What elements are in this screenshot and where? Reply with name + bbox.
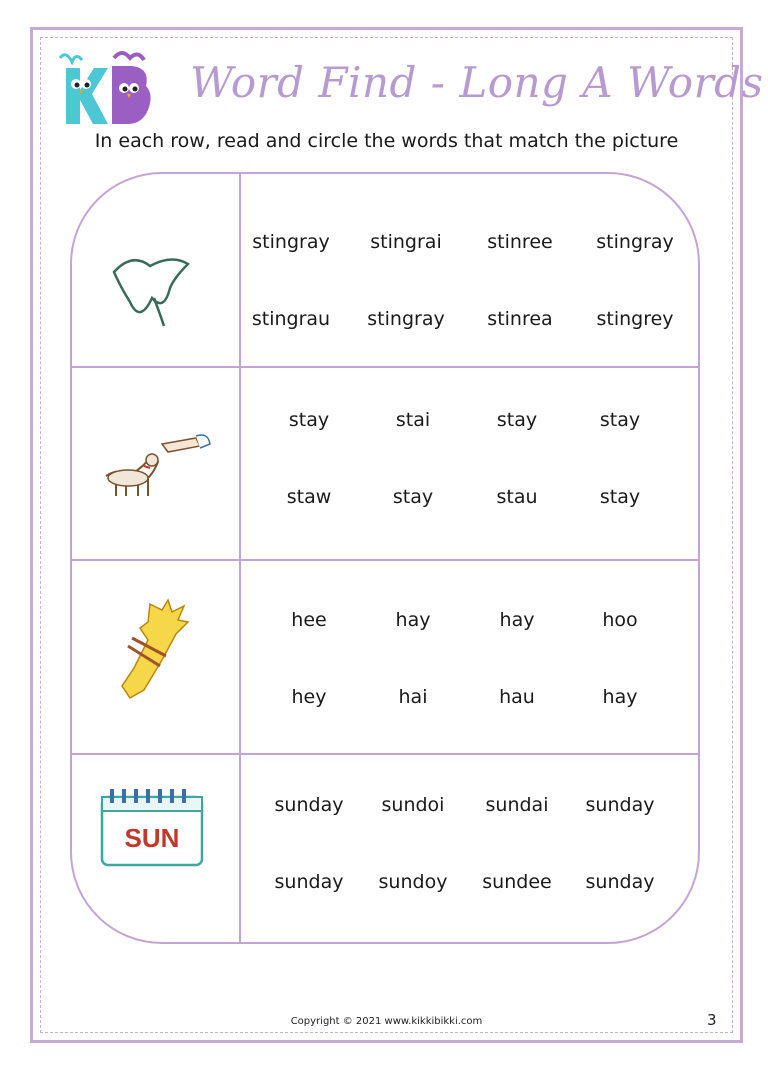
hay-bundle-icon bbox=[92, 594, 222, 714]
word-option[interactable]: stinree bbox=[487, 231, 553, 253]
word-option[interactable]: stay bbox=[599, 486, 641, 508]
word-option[interactable]: stau bbox=[496, 486, 538, 508]
copyright-text: Copyright © 2021 www.kikkibikki.com bbox=[290, 1016, 483, 1027]
calendar-label: SUN bbox=[124, 823, 180, 853]
word-option[interactable]: sunday bbox=[585, 871, 655, 893]
word-option[interactable]: hay bbox=[395, 609, 431, 631]
word-option[interactable]: stay bbox=[392, 486, 434, 508]
dog-stay-icon bbox=[92, 404, 222, 524]
word-option[interactable]: sundai bbox=[485, 794, 549, 816]
calendar-sun-icon bbox=[92, 779, 222, 899]
word-option[interactable]: stinrea bbox=[487, 308, 553, 330]
word-option[interactable]: sundoi bbox=[381, 794, 445, 816]
word-option[interactable]: stai bbox=[395, 409, 431, 431]
instructions: In each row, read and circle the words that match the picture bbox=[94, 130, 679, 152]
row-divider bbox=[72, 559, 698, 561]
word-option[interactable]: stingray bbox=[596, 231, 674, 253]
word-option[interactable]: sundoy bbox=[378, 871, 448, 893]
word-option[interactable]: stay bbox=[599, 409, 641, 431]
word-option[interactable]: stingray bbox=[367, 308, 445, 330]
word-option[interactable]: stingrey bbox=[596, 308, 674, 330]
page-number: 3 bbox=[707, 1011, 717, 1029]
word-option[interactable]: hey bbox=[291, 686, 327, 708]
word-option[interactable]: hee bbox=[291, 609, 327, 631]
page-title: Word Find - Long A Words bbox=[190, 58, 764, 107]
word-option[interactable]: sunday bbox=[274, 794, 344, 816]
row-divider bbox=[72, 753, 698, 755]
stingray-icon bbox=[92, 214, 222, 334]
word-option[interactable]: hay bbox=[602, 686, 638, 708]
word-option[interactable]: sunday bbox=[274, 871, 344, 893]
word-option[interactable]: hay bbox=[499, 609, 535, 631]
word-option[interactable]: stingrai bbox=[370, 231, 442, 253]
word-option[interactable]: sunday bbox=[585, 794, 655, 816]
column-divider bbox=[239, 174, 241, 942]
kikkibikki-logo bbox=[52, 48, 156, 132]
word-option[interactable]: stay bbox=[288, 409, 330, 431]
row-divider bbox=[72, 366, 698, 368]
word-option[interactable]: hau bbox=[499, 686, 535, 708]
word-option[interactable]: hai bbox=[398, 686, 428, 708]
word-option[interactable]: stay bbox=[496, 409, 538, 431]
word-option[interactable]: sundee bbox=[482, 871, 552, 893]
word-grid bbox=[70, 172, 700, 944]
word-option[interactable]: hoo bbox=[602, 609, 638, 631]
word-option[interactable]: stingrau bbox=[251, 308, 331, 330]
word-option[interactable]: stingray bbox=[252, 231, 330, 253]
word-option[interactable]: staw bbox=[286, 486, 332, 508]
